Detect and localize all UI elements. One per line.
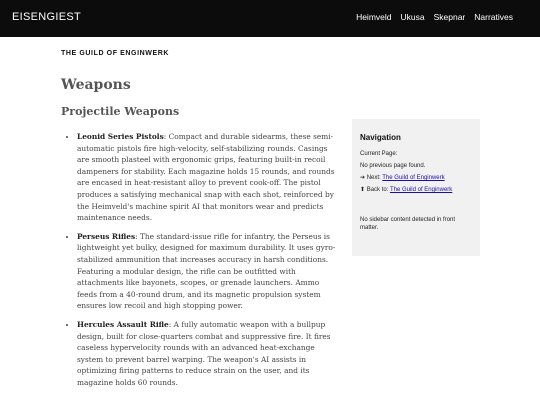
no-previous-text: No previous page found. — [360, 163, 426, 169]
back-prefix: ⬆ Back to: — [360, 187, 390, 193]
list-item — [77, 231, 337, 312]
nav-link-heimveld[interactable]: Heimveld — [356, 12, 392, 22]
item-text: : Compact and durable sidearms, these semi-automatic pistols fire high-velocity, self-stabilizing rounds. Casings are smooth plasteel with ergonomic grips, featuring built-in recoil dampeners for stability. Each magazine holds 15 rounds, and rounds are encased in heat-resistant alloy to prevent cook-off. The pistol produces a satisfying mechanical snap with each shot, reinforced by the Heimveld's machine spirit AI that monitors wear and predicts maintenance needs. — [77, 132, 335, 223]
nav-link-narratives[interactable]: Narratives — [474, 12, 513, 22]
item-name: Hercules Assault Rifle — [77, 319, 169, 329]
back-link[interactable]: The Guild of Enginwerk — [389, 187, 453, 193]
navigation-sidebar — [352, 119, 480, 256]
list-item — [77, 319, 337, 389]
back-row — [360, 186, 472, 194]
article-content — [61, 131, 337, 395]
top-navbar — [0, 0, 540, 37]
site-brand[interactable]: EISENGIEST — [12, 11, 82, 23]
sidebar-note: No sidebar content detected in front matter. — [360, 217, 456, 231]
breadcrumb[interactable]: THE GUILD OF ENGINWERK — [61, 50, 170, 57]
section-title: Projectile Weapons — [61, 105, 180, 118]
next-row — [360, 174, 472, 182]
sidebar-title: Navigation — [360, 133, 401, 142]
next-prefix: ➔ Next: — [360, 175, 383, 181]
page-title: Weapons — [61, 77, 131, 93]
item-name: Leonid Series Pistols — [77, 132, 164, 141]
item-name: Perseus Rifles — [77, 231, 136, 241]
list-item — [77, 131, 337, 224]
current-page-label: Current Page: — [360, 151, 398, 157]
nav-link-skepnar[interactable]: Skepnar — [433, 12, 466, 22]
weapon-list — [61, 131, 337, 388]
next-link[interactable]: The Guild of Enginwerk — [382, 175, 445, 181]
item-text: : A fully automatic weapon with a bullpup design, built for close-quarters combat and suppressive fire. It fires caseless hypervelocity rounds with an advanced heat-exchange system to prevent barrel warping. The weapon's AI assists in optimizing firing patterns to reduce strain on the user, and its magazine holds 60 rounds. — [77, 319, 331, 387]
main-nav — [356, 12, 513, 22]
nav-link-ukusa[interactable]: Ukusa — [400, 12, 425, 22]
item-text: : The standard-issue rifle for infantry, the Perseus is lightweight yet bulky, designed for maximum durability. It uses gyro-stabilized ammunition that increases accuracy in harsh conditions. Featuring a modular design, the rifle can be outfitted with attachments like bayonets, scopes, or grenade launchers. Ammo feeds from a 40-round drum, and its magnetic propulsion system ensures low recoil and high stopping power. — [77, 231, 336, 311]
